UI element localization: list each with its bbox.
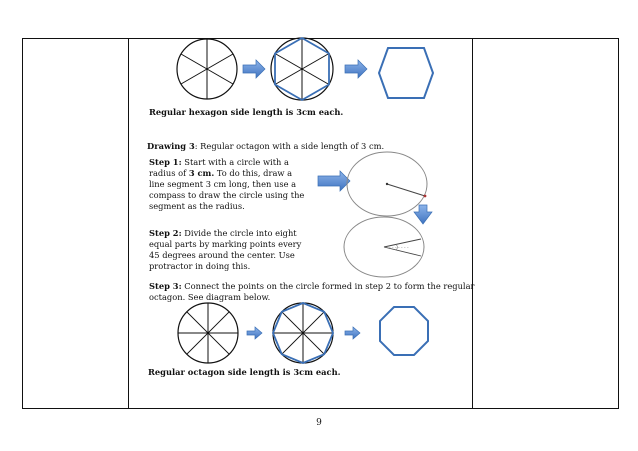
page-number: 9 — [316, 418, 322, 428]
hexagon-divided-circle — [177, 39, 237, 99]
right-arrow-icon — [345, 327, 360, 339]
radius-circle — [347, 152, 427, 216]
octagon-caption: Regular octagon side length is 3cm each. — [148, 367, 341, 377]
right-arrow-icon — [243, 60, 265, 78]
right-arrow-icon — [247, 327, 262, 339]
right-arrow-icon — [345, 60, 367, 78]
down-arrow-icon — [414, 205, 432, 224]
regular-octagon — [380, 307, 428, 355]
right-arrow-icon — [318, 171, 350, 191]
drawing3-heading: Drawing 3: Regular octagon with a side length of 3 cm. — [147, 141, 385, 151]
octagon-inscribed-circle — [273, 303, 333, 363]
regular-hexagon — [379, 48, 433, 98]
hexagon-caption: Regular hexagon side length is 3cm each. — [149, 107, 344, 117]
angle-circle — [344, 217, 424, 277]
octagon-divided-circle — [178, 303, 238, 363]
hexagon-inscribed-circle — [271, 38, 333, 100]
